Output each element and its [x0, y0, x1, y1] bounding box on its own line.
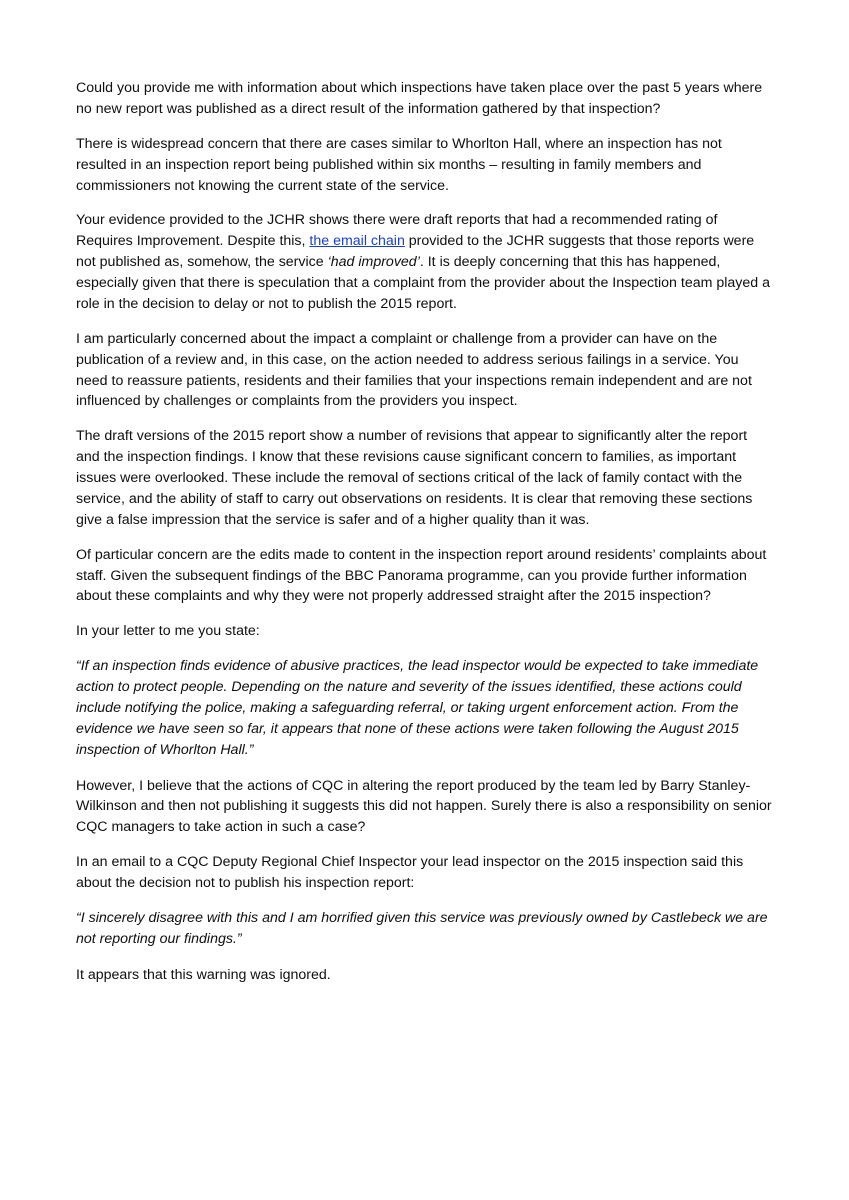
paragraph-quote-abusive-practices: “If an inspection finds evidence of abusive practices, the lead inspector would be expected to take immediate action to protect people. Depending on the nature and severity of the issues identified, these actions could include notifying the police, making a safeguarding referral, or taking urgent enforcement action. From the evidence we have seen so far, it appears that none of these actions were taken following the August 2015 inspection of Whorlton Hall.”: [76, 658, 759, 758]
paragraph-edits-complaints: Of particular concern are the edits made to content in the inspection report around residents’ complaints about staff. Given the subsequent findings of the BBC Panorama programme, can you provide further information about these complaints and why they were not properly addressed straight after the 2015 inspection?: [76, 546, 767, 605]
paragraph-text-run: Your evidence provided to the JCHR shows there were draft reports that had a recommended rating of Requires Improvement. Despite this,: [76, 212, 718, 250]
paragraph-cqc-altering-report: However, I believe that the actions of CQC in altering the report produced by the team led by Barry Stanley-Wilkinson and then not publishing it suggests this did not happen. Surely there is also a responsibility on senior CQC managers to take action in such a case?: [76, 777, 772, 836]
document-body: [76, 78, 773, 986]
paragraph-text-run: provided to the JCHR suggests that those reports were not published as, somehow, the service: [76, 233, 755, 271]
paragraph-inspections-question: Could you provide me with information about which inspections have taken place over the past 5 years where no new report was published as a direct result of the information gathered by that inspection?: [76, 80, 763, 117]
paragraph-letter-intro: In your letter to me you state:: [76, 623, 260, 640]
paragraph-warning-ignored: It appears that this warning was ignored.: [76, 966, 331, 983]
paragraph-complaint-impact: I am particularly concerned about the impact a complaint or challenge from a provider can have on the publication of a review and, in this case, on the action needed to address serious failings in a service. You need to reassure patients, residents and their families that your inspections remain independent and are not influenced by challenges or complaints from the providers you inspect.: [76, 330, 752, 410]
paragraph-text-run: . It is deeply concerning that this has happened, especially given that there is speculation that a complaint from the provider about the Inspection team played a role in the decision to delay or not to publish the 2015 report.: [76, 254, 771, 312]
paragraph-deputy-regional-email: In an email to a CQC Deputy Regional Chief Inspector your lead inspector on the 2015 inspection said this about the decision not to publish his inspection report:: [76, 854, 744, 891]
paragraph-draft-revisions: The draft versions of the 2015 report show a number of revisions that appear to significantly alter the report and the inspection findings. I know that these revisions cause significant concern to families, as important issues were overlooked. These include the removal of sections critical of the lack of family contact with the service, and the ability of staff to carry out observations on residents. It is clear that removing these sections give a false impression that the service is safer and of a higher quality than it was.: [76, 428, 753, 528]
paragraph-widespread-concern: There is widespread concern that there are cases similar to Whorlton Hall, where an inspection has not resulted in an inspection report being published within six months – resulting in family members and commissioners not knowing the current state of the service.: [76, 135, 722, 194]
emphasised-phrase: ‘had improved’: [327, 254, 420, 271]
email-chain-link[interactable]: the email chain: [309, 233, 405, 250]
paragraph-jchr-evidence: [76, 210, 773, 314]
paragraph-quote-sincerely-disagree: “I sincerely disagree with this and I am horrified given this service was previously owned by Castlebeck we are not reporting our findings.”: [76, 909, 768, 947]
